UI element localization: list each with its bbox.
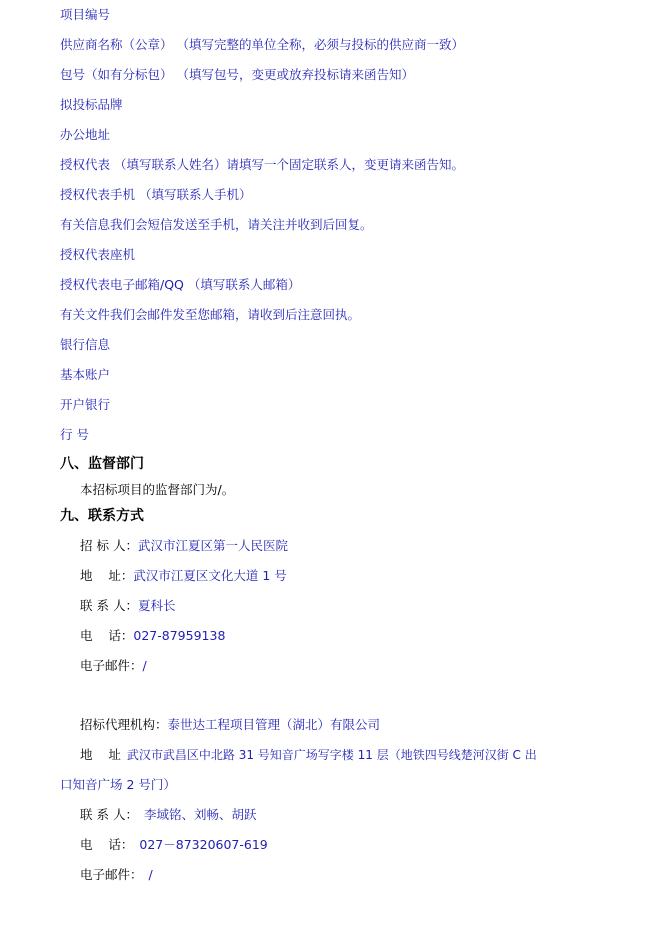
tenderer-address-label: 地 址：: [80, 568, 134, 583]
form-line-sms-notice: 有关信息我们会短信发送至手机，请关注并收到后回复。: [60, 217, 373, 232]
tenderer-address-row: [80, 567, 287, 585]
agency-address-label: 地 址: [80, 747, 121, 762]
agency-row: [80, 716, 380, 734]
agency-phone-label: 电 话：: [80, 837, 134, 852]
form-line-supplier-name: 供应商名称（公章） （填写完整的单位全称，必须与投标的供应商一致）: [60, 37, 464, 52]
tenderer-phone-row: [80, 627, 225, 645]
form-line-bank-code: 行 号: [60, 427, 89, 442]
form-line-office-address: 办公地址: [60, 127, 111, 142]
form-line-project-number: 项目编号: [60, 7, 111, 22]
agency-address-row: [80, 746, 537, 764]
agency-phone-value: 027－87320607-619: [139, 837, 268, 852]
tenderer-email-row: [80, 657, 147, 675]
tenderer-label: 招 标 人：: [80, 538, 138, 553]
tenderer-email-value: /: [142, 658, 147, 673]
form-line-authorized-rep: 授权代表 （填写联系人姓名）请填写一个固定联系人，变更请来函告知。: [60, 157, 464, 172]
tenderer-phone-label: 电 话：: [80, 628, 134, 643]
agency-contact-label: 联 系 人：: [80, 807, 138, 822]
form-line-rep-mobile: 授权代表手机 （填写联系人手机）: [60, 187, 252, 202]
form-line-rep-landline: 授权代表座机: [60, 247, 136, 262]
form-line-brand: 拟投标品牌: [60, 97, 123, 112]
tenderer-contact-label: 联 系 人：: [80, 598, 138, 613]
agency-contact-value: 李域铭、刘畅、胡跃: [143, 807, 257, 822]
tenderer-address-value: 武汉市江夏区文化大道 1 号: [133, 568, 287, 583]
form-line-package-number: 包号（如有分标包） （填写包号，变更或放弃投标请来函告知）: [60, 67, 414, 82]
agency-address-continued: 口知音广场 2 号门）: [60, 777, 176, 792]
tenderer-contact-value: 夏科长: [137, 598, 176, 613]
agency-email-value: /: [148, 867, 153, 882]
form-line-bank-info: 银行信息: [60, 337, 111, 352]
agency-address-value: 武汉市武昌区中北路 31 号知音广场写字楼 11 层（地铁四号线楚河汉街 C 出: [126, 748, 537, 762]
form-line-bank-name: 开户银行: [60, 397, 111, 412]
agency-phone-row: [80, 836, 268, 854]
agency-label: 招标代理机构：: [80, 717, 168, 732]
agency-email-row: [80, 866, 153, 884]
section9-heading: 九、联系方式: [60, 508, 144, 524]
agency-email-label: 电子邮件：: [80, 867, 143, 882]
form-line-email-notice: 有关文件我们会邮件发至您邮箱，请收到后注意回执。: [60, 307, 361, 322]
form-line-rep-email: 授权代表电子邮箱/QQ （填写联系人邮箱）: [60, 277, 301, 292]
tenderer-value: 武汉市江夏区第一人民医院: [137, 538, 288, 553]
tenderer-contact-row: [80, 597, 175, 615]
form-line-basic-account: 基本账户: [60, 367, 111, 382]
agency-value: 泰世达工程项目管理（湖北）有限公司: [167, 717, 381, 732]
section8-heading: 八、监督部门: [60, 456, 144, 472]
tenderer-row: [80, 537, 288, 555]
tenderer-phone-value: 027-87959138: [133, 628, 226, 643]
tenderer-email-label: 电子邮件：: [80, 658, 143, 673]
section8-text: 本招标项目的监督部门为/。: [80, 482, 235, 497]
agency-contact-row: [80, 806, 256, 824]
